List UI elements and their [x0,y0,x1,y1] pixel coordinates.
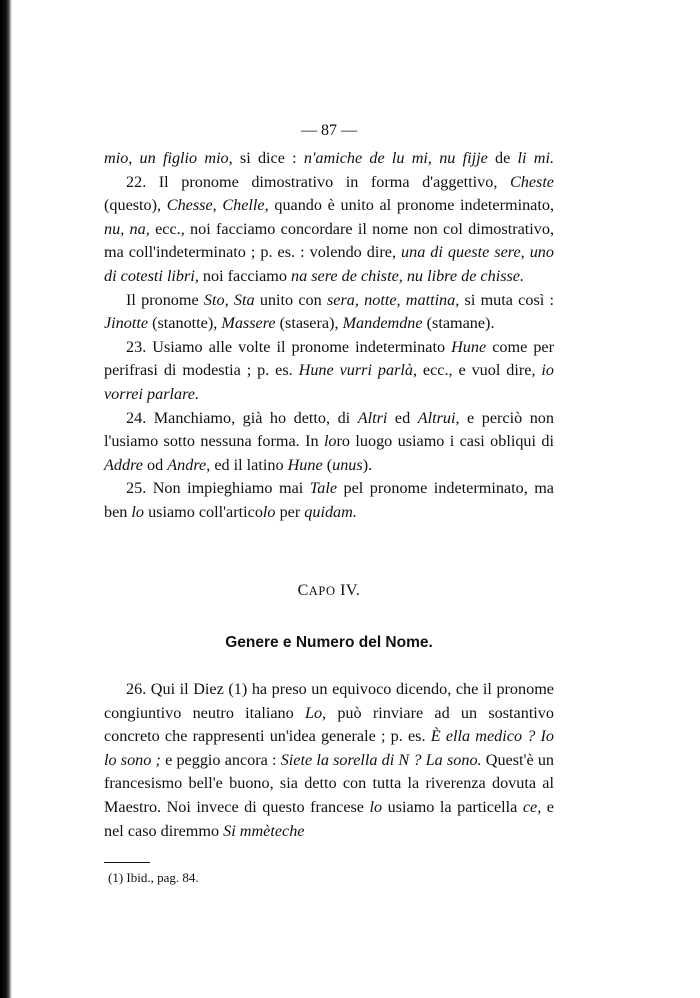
scan-binding-edge [0,0,12,998]
paragraph-26: 26. Qui il Diez (1) ha preso un equivoco dicendo, che il pronome congiuntivo neutro italiano Lo, può rinviare ad un sostantivo concreto che rappresenti un'idea generale ; p. es. È ella medico ? Io lo sono ; e peggio ancora : Siete la sorella di N ? La sono. Quest'è un francesismo bell'e buono, sia detto con tutta la riverenza dovuta al Maestro. Noi invece di questo francese lo usiamo la particella ce, e nel caso diremmo Si mmèteche [104,680,555,840]
paragraph-24: 24. Manchiamo, già ho detto, di Altri ed Altrui, e perciò non l'usiamo sotto nessuna forma. In loro luogo usiamo i casi obliqui di Addre od Andre, ed il latino Hune (unus). [104,408,554,474]
paragraph-22: 22. Il pronome dimostrativo in forma d'aggettivo, Cheste (questo), Chesse, Chelle, quando è unito al pronome indeterminato, nu, na, ecc., noi facciamo concordare il nome non col dimostrativo, ma coll'indeterminato ; p. es. : volendo dire, una di queste sere, uno di cotesti libri, noi facciamo na sere de chiste, nu libre de chisse. [104,172,555,285]
footnote: (1) Ibid., pag. 84. [108,870,199,885]
paragraph-sto-sta: Il pronome Sto, Sta unito con sera, notte, mattina, si muta così : Jinotte (stanotte), Massere (stasera), Mandemdne (stamane). [104,290,554,333]
upper-text-block [104,147,554,525]
paragraph-continuation: mio, un figlio mio, si dice : n'amiche de lu mi, nu fijje de li mi. [104,149,554,167]
page-number: — 87 — [301,122,357,139]
paragraph-23: 23. Usiamo alle volte il pronome indeterminato Hune come per perifrasi di modestia ; p. es. Hune vurri parlà, ecc., e vuol dire, io vorrei parlare. [104,337,555,403]
paragraph-25: 25. Non impieghiamo mai Tale pel pronome indeterminato, ma ben lo usiamo coll'articolo per quidam. [104,479,554,521]
section-heading: Genere e Numero del Nome. [225,634,433,651]
chapter-heading: CAPO IV. [297,582,361,599]
footnote-rule [104,862,150,863]
lower-text-block [104,678,554,843]
